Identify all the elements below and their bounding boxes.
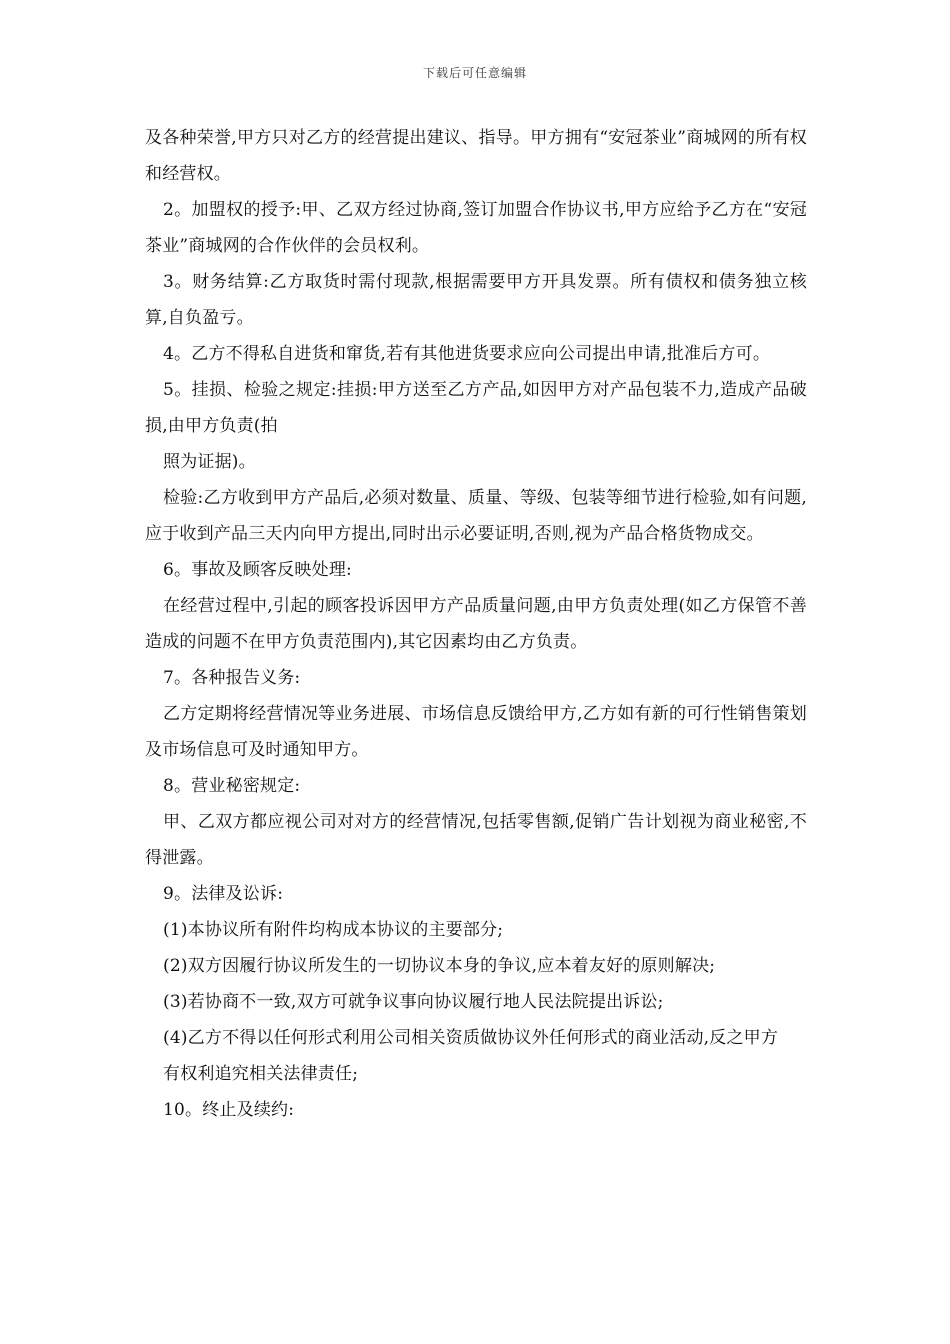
paragraph-clause-6-body: 在经营过程中,引起的顾客投诉因甲方产品质量问题,由甲方负责处理(如乙方保管不善造成的问题不在甲方负责范围内),其它因素均由乙方负责。 (145, 596, 807, 652)
paragraph-clause-5-continued: 照为证据)。 (163, 452, 256, 472)
paragraph-clause-9-item-4-continued: 有权利追究相关法律责任; (163, 1064, 359, 1084)
paragraph-clause-2: 2。加盟权的授予:甲、乙双方经过协商,签订加盟合作协议书,甲方应给予乙方在“安冠茶业”商城网的合作伙伴的会员权利。 (145, 200, 807, 256)
document-body (145, 120, 807, 1128)
paragraph-clause-9-item-2: (2)双方因履行协议所发生的一切协议本身的争议,应本着友好的原则解决; (163, 956, 716, 976)
paragraph-clause-9-heading: 9。法律及讼诉: (163, 884, 284, 904)
paragraph-clause-7-heading: 7。各种报告义务: (163, 668, 301, 688)
paragraph-inspection: 检验:乙方收到甲方产品后,必须对数量、质量、等级、包装等细节进行检验,如有问题,应于收到产品三天内向甲方提出,同时出示必要证明,否则,视为产品合格货物成交。 (145, 488, 807, 544)
paragraph-clause-9-item-1: (1)本协议所有附件均构成本协议的主要部分; (163, 920, 504, 940)
paragraph-clause-8-heading: 8。营业秘密规定: (163, 776, 301, 796)
paragraph-clause-4: 4。乙方不得私自进货和窜货,若有其他进货要求应向公司提出申请,批准后方可。 (163, 344, 771, 364)
paragraph-clause-9-item-3: (3)若协商不一致,双方可就争议事向协议履行地人民法院提出诉讼; (163, 992, 664, 1012)
paragraph-clause-7-body: 乙方定期将经营情况等业务进展、市场信息反馈给甲方,乙方如有新的可行性销售策划及市场信息可及时通知甲方。 (145, 704, 807, 760)
paragraph-clause-10-heading: 10。终止及续约: (163, 1100, 295, 1120)
paragraph-clause-9-item-4: (4)乙方不得以任何形式利用公司相关资质做协议外任何形式的商业活动,反之甲方 (163, 1028, 779, 1048)
paragraph-clause-8-body: 甲、乙双方都应视公司对对方的经营情况,包括零售额,促销广告计划视为商业秘密,不得泄露。 (145, 812, 807, 868)
paragraph-honors: 及各种荣誉,甲方只对乙方的经营提出建议、指导。甲方拥有“安冠茶业”商城网的所有权和经营权。 (145, 128, 807, 184)
paragraph-clause-5: 5。挂损、检验之规定:挂损:甲方送至乙方产品,如因甲方对产品包装不力,造成产品破损,由甲方负责(拍 (145, 380, 807, 436)
paragraph-clause-3: 3。财务结算:乙方取货时需付现款,根据需要甲方开具发票。所有债权和债务独立核算,自负盈亏。 (145, 272, 807, 328)
page-header: 下载后可任意编辑 (422, 66, 527, 80)
paragraph-clause-6-heading: 6。事故及顾客反映处理: (163, 560, 352, 580)
